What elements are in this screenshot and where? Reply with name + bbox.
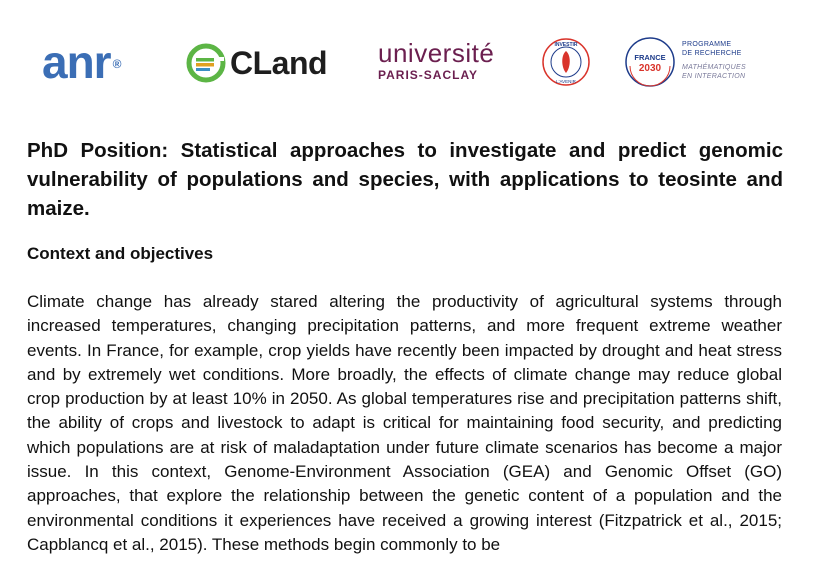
programme-recherche-logo	[682, 40, 746, 81]
universite-paris-saclay-logo	[378, 40, 494, 82]
body-paragraph: Climate change has already stared altering the productivity of agricultural systems through increased temperatures, changing precipitation patterns, and more frequent extreme weather events. In France, for example, crop yields have recently been impacted by drought and heat stress and by extremely wet conditions. More broadly, the effects of climate change may reduce global crop production by at least 10% in 2050. As global temperatures rise and precipitation patterns shift, the ability of crops and livestock to adapt is critical for maintaining food security, and predicting which populations are at risk of maladaptation under future climate scenarios has become a major issue. In this context, Genome-Environment Association (GEA) and Genomic Offset (GO) approaches, that explore the relationship between the genetic content of a population and the environmental conditions it experiences have received a growing interest (Fitzpatrick et al., 2015; Capblancq et al., 2015). These methods begin commonly to be	[27, 292, 782, 554]
france-text: FRANCE	[634, 53, 666, 62]
france-2030-logo	[624, 36, 676, 88]
saclay-logo-line1: université	[378, 38, 495, 68]
programme-line3: MATHÉMATIQUES	[682, 64, 746, 71]
document-title: PhD Position: Statistical approaches to investigate and predict genomic vulnerability of populations and species, with applications to teosinte and maize.	[27, 139, 783, 220]
investir-avenir-logo	[541, 37, 591, 87]
investir-text: INVESTIR	[554, 42, 578, 48]
logo-bar	[0, 0, 820, 110]
year-text: 2030	[638, 63, 662, 74]
cland-icon	[186, 43, 226, 83]
registered-mark: ®	[112, 57, 121, 71]
cland-logo	[186, 41, 327, 85]
saclay-logo-line2: PARIS-SACLAY	[378, 68, 479, 82]
cland-logo-text: CLand	[230, 44, 328, 81]
anr-logo-text: anr	[42, 36, 111, 88]
anr-logo	[42, 36, 120, 88]
section-heading: Context and objectives	[27, 244, 214, 263]
avenir-text: L'AVENIR	[556, 79, 576, 84]
programme-line2: DE RECHERCHE	[682, 50, 742, 57]
programme-line1: PROGRAMME	[682, 41, 732, 48]
programme-line4: EN INTERACTION	[682, 73, 746, 80]
